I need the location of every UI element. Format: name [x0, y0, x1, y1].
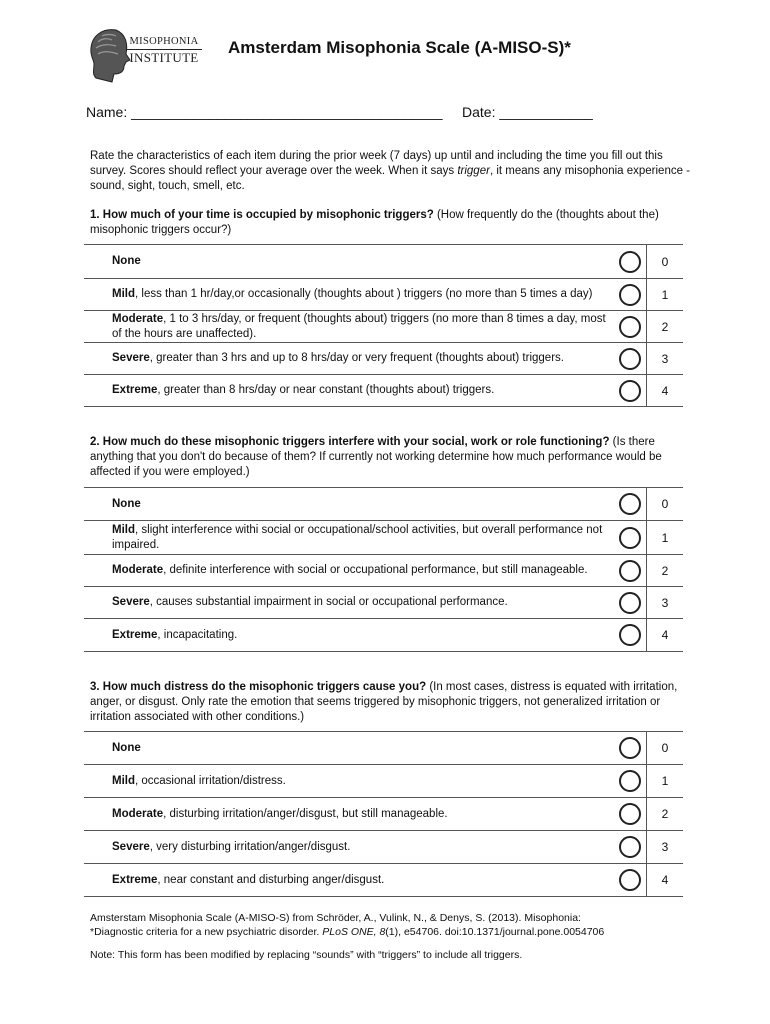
- option-label: Severe: [112, 840, 150, 853]
- option-text: , slight interference withi social or occupational/school activities, but overall performance not impaired.: [112, 523, 603, 551]
- citation: [90, 911, 690, 939]
- instructions: [90, 149, 690, 194]
- option-row[interactable]: [84, 343, 683, 375]
- radio-circle[interactable]: [619, 770, 641, 792]
- citation-journal: PLoS ONE, 8: [322, 926, 386, 938]
- option-label: None: [112, 497, 141, 510]
- question-3-title: 3. How much distress do the misophonic triggers cause you?: [90, 681, 427, 693]
- option-row[interactable]: [84, 311, 683, 343]
- logo-wordmark: [126, 35, 202, 67]
- citation-line-2: [90, 925, 690, 939]
- option-row[interactable]: [84, 732, 683, 765]
- option-label: Severe: [112, 596, 150, 608]
- radio-circle[interactable]: [619, 836, 641, 858]
- instructions-text-2: , it means any misophonia experience - sound, sight, touch, smell, etc.: [90, 165, 691, 192]
- radio-circle[interactable]: [619, 527, 641, 549]
- option-row[interactable]: [84, 521, 683, 555]
- option-row[interactable]: [84, 488, 683, 521]
- option-row[interactable]: [84, 619, 683, 652]
- option-row[interactable]: [84, 798, 683, 831]
- option-row[interactable]: [84, 245, 683, 279]
- radio-circle[interactable]: [619, 869, 641, 891]
- logo-line-1: MISOPHONIA: [126, 35, 202, 50]
- question-1-title: 1. How much of your time is occupied by misophonic triggers?: [90, 209, 434, 221]
- option-value: 1: [647, 279, 684, 311]
- name-field[interactable]: Name: ________________________________________: [86, 104, 443, 120]
- option-value: 4: [647, 864, 684, 897]
- option-row[interactable]: [84, 555, 683, 587]
- question-2-title: 2. How much do these misophonic triggers interfere with your social, work or role functioning?: [90, 436, 610, 448]
- option-value: 0: [647, 488, 684, 521]
- option-row[interactable]: [84, 279, 683, 311]
- option-text: , very disturbing irritation/anger/disgust.: [149, 840, 351, 853]
- radio-circle[interactable]: [619, 284, 641, 306]
- option-text: , disturbing irritation/anger/disgust, but still manageable.: [163, 807, 448, 820]
- option-text: , occasional irritation/distress.: [135, 774, 286, 787]
- option-row[interactable]: [84, 864, 683, 897]
- institute-logo: [86, 26, 204, 84]
- option-value: 2: [647, 798, 684, 831]
- instructions-text-1: Rate the characteristics of each item during the prior week (7 days) up until and including the time you fill out this survey. Scores should reflect your average over the week. When it says: [90, 150, 663, 177]
- option-text: , near constant and disturbing anger/disgust.: [157, 873, 385, 886]
- option-value: 4: [647, 375, 684, 407]
- radio-circle[interactable]: [619, 316, 641, 338]
- radio-circle[interactable]: [619, 592, 641, 614]
- option-row[interactable]: [84, 765, 683, 798]
- instructions-trigger-word: trigger: [457, 165, 490, 177]
- option-text: , definite interference with social or occupational performance, but still manageable.: [163, 564, 588, 576]
- option-label: None: [112, 741, 141, 754]
- question-1-options: [84, 244, 683, 407]
- radio-circle[interactable]: [619, 251, 641, 273]
- option-value: 4: [647, 619, 684, 652]
- radio-circle[interactable]: [619, 560, 641, 582]
- question-3-options: [84, 731, 683, 897]
- question-3-detail: (In most cases, distress is equated with irritation, anger, or disgust. Only rate the emotion that seems triggered by misophonic triggers, not generalized irritation or irritation associated with other conditions.): [90, 681, 678, 723]
- option-label: Extreme: [112, 628, 158, 641]
- option-text: , greater than 8 hrs/day or near constant (thoughts about) triggers.: [157, 384, 495, 396]
- option-value: 3: [647, 587, 684, 619]
- option-value: 1: [647, 765, 684, 798]
- option-label: None: [112, 255, 141, 267]
- option-value: 1: [647, 521, 684, 555]
- radio-circle[interactable]: [619, 737, 641, 759]
- option-row[interactable]: [84, 587, 683, 619]
- option-text: , causes substantial impairment in social or occupational performance.: [149, 596, 508, 608]
- radio-circle[interactable]: [619, 380, 641, 402]
- option-value: 3: [647, 343, 684, 375]
- option-label: Moderate: [112, 564, 164, 576]
- option-value: 3: [647, 831, 684, 864]
- radio-circle[interactable]: [619, 803, 641, 825]
- question-1: [90, 208, 690, 238]
- option-label: Mild: [112, 774, 135, 787]
- option-text: , greater than 3 hrs and up to 8 hrs/day or very frequent (thoughts about) triggers.: [149, 352, 564, 364]
- question-2-detail: (Is there anything that you don't do because of them? If currently not working determine how much performance would be affected if you were employed.): [90, 436, 662, 478]
- option-value: 0: [647, 245, 684, 279]
- modification-note: Note: This form has been modified by replacing “sounds” with “triggers” to include all triggers.: [90, 949, 523, 961]
- radio-circle[interactable]: [619, 348, 641, 370]
- question-3: [90, 680, 690, 725]
- question-2: [90, 435, 690, 480]
- citation-doi: (1), e54706. doi:10.1371/journal.pone.0054706: [385, 926, 605, 938]
- option-text: , incapacitating.: [157, 628, 238, 641]
- option-label: Moderate: [112, 807, 164, 820]
- citation-text: *Diagnostic criteria for a new psychiatric disorder.: [90, 926, 323, 938]
- option-label: Extreme: [112, 384, 158, 396]
- option-value: 0: [647, 732, 684, 765]
- date-field[interactable]: Date: ____________: [462, 104, 593, 120]
- citation-line-1: Amsterstam Misophonia Scale (A-MISO-S) from Schröder, A., Vulink, N., & Denys, S. (2013). Misophonia:: [90, 912, 581, 924]
- radio-circle[interactable]: [619, 493, 641, 515]
- option-label: Moderate: [112, 312, 164, 325]
- option-row[interactable]: [84, 831, 683, 864]
- page-title: Amsterdam Misophonia Scale (A-MISO-S)*: [228, 38, 571, 57]
- option-label: Severe: [112, 352, 150, 364]
- option-text: , 1 to 3 hrs/day, or frequent (thoughts about) triggers (no more than 8 times a day, most of the hours are unaffected).: [112, 312, 606, 340]
- option-label: Mild: [112, 288, 135, 300]
- radio-circle[interactable]: [619, 624, 641, 646]
- option-label: Mild: [112, 523, 135, 536]
- question-1-detail: (How frequently do the (thoughts about the) misophonic triggers occur?): [90, 209, 659, 236]
- option-value: 2: [647, 555, 684, 587]
- logo-line-2: INSTITUTE: [129, 50, 199, 65]
- option-row[interactable]: [84, 375, 683, 407]
- option-text: , less than 1 hr/day,or occasionally (thoughts about ) triggers (no more than 5 times a day): [135, 288, 593, 300]
- option-value: 2: [647, 311, 684, 343]
- option-label: Extreme: [112, 873, 158, 886]
- question-2-options: [84, 487, 683, 652]
